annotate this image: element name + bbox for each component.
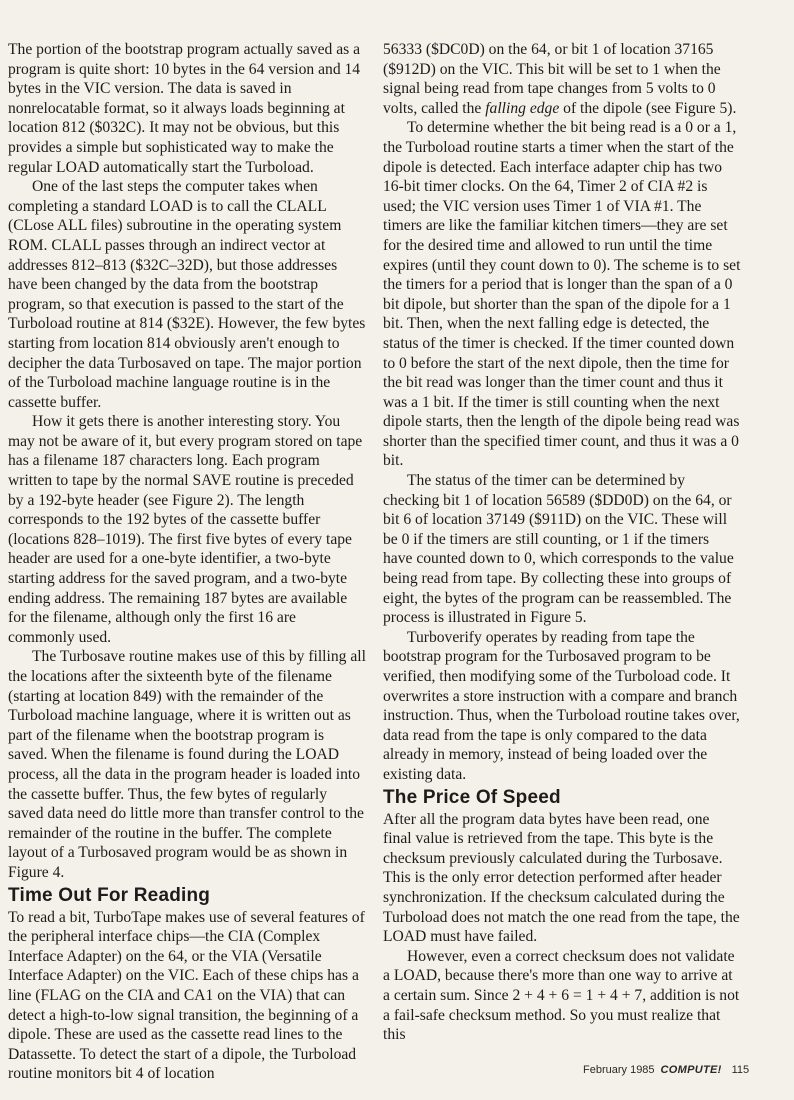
falling-edge-term: falling edge <box>485 99 560 117</box>
left-paragraph-1: The portion of the bootstrap program actually saved as a program is quite short: 10 bytes in the 64 version and 14 bytes in the VIC version. The data is saved in nonrelocatable format, so it always loads beginning at location 812 ($032C). It may not be obvious, but this provides a simple but sophisticated way to make the regular LOAD automatically start the Turboload. <box>8 41 361 176</box>
page-footer <box>583 1064 749 1076</box>
right-paragraph-3: The status of the timer can be determined by checking bit 1 of location 56589 ($DD0D) on the 64, or bit 6 of location 37149 ($911D) on the VIC. These will be 0 if the timers are still counting, or 1 if the timers have counted down to 0, which corresponds to the value being read from tape. By collecting these into groups of eight, the bytes of the program can be reassembled. The process is illustrated in Figure 5. <box>383 472 734 627</box>
right-paragraph-6: However, even a correct checksum does not validate a LOAD, because there's more than one way to arrive at a certain sum. Since 2 + 4 + 6 = 1 + 4 + 7, addition is not a fail-safe checksum method. So you must realize that this <box>383 947 740 1044</box>
right-column <box>383 40 741 1045</box>
left-paragraph-2: One of the last steps the computer takes when completing a standard LOAD is to call the CLALL (CLose ALL files) subroutine in the operating system ROM. CLALL passes through an indirect vector at addresses 812–813 ($32C–32D), but those addresses have been changed by the data from the bootstrap program, so that execution is passed to the start of the Turboload routine at 814 ($32E). However, the few bytes starting from location 814 obviously aren't enough to decipher the data Turbosaved on tape. The major portion of the Turboload machine language routine is in the cassette buffer. <box>8 178 366 411</box>
left-paragraph-4: The Turbosave routine makes use of this by filling all the locations after the sixteenth byte of the filename (starting at location 849) with the remainder of the Turboload machine language, where it is written out as part of the filename when the bootstrap program is saved. When the filename is found during the LOAD process, all the data in the program header is loaded into the cassette buffer. Thus, the few bytes of regularly saved data need do little more than transfer control to the remainder of the routine in the buffer. The complete layout of a Turbosaved program would be as shown in Figure 4. <box>8 648 366 881</box>
footer-page-number: 115 <box>731 1064 750 1076</box>
right-paragraph-2: To determine whether the bit being read is a 0 or a 1, the Turboload routine starts a timer when the start of the dipole is detected. Each interface adapter chip has two 16-bit timer clocks. On the 64, Timer 2 of CIA #2 is used; the VIC version uses Timer 1 of VIA #1. The timers are like the familiar kitchen timers—they are set for the desired time and allowed to run until the time expires (until they count down to 0). The scheme is to set the timers for a period that is longer than the span of a 0 bit dipole, but shorter than the span of the dipole for a 1 bit. Then, when the next falling edge is detected, the status of the timer is checked. If the timer counted down to 0 before the start of the next dipole, then the time for the bit read was longer than the timer count and thus it was a 1 bit. If the timer is still counting when the next dipole starts, then the length of the dipole being read was shorter than the specified timer count, and thus it was a 0 bit. <box>383 119 741 470</box>
footer-date: February 1985 <box>583 1064 655 1076</box>
right-paragraph-5: After all the program data bytes have been read, one final value is retrieved from the tape. This byte is the checksum previously calculated during the Turbosave. This is the only error detection performed after header synchronization. If the checksum calculated during the Turboload does not match the one read from the tape, the LOAD must have failed. <box>383 810 740 946</box>
section-heading-price-of-speed: The Price Of Speed <box>383 786 561 808</box>
left-column <box>8 40 366 1084</box>
left-paragraph-5: To read a bit, TurboTape makes use of several features of the peripheral interface chips—the CIA (Complex Interface Adapter) on the 64, or the VIA (Versatile Interface Adapter) on the VIC. Each of these chips has a line (FLAG on the CIA and CA1 on the VIA) that can detect a high-to-low signal transition, the beginning of a dipole. These are used as the cassette read lines to the Datassette. To detect the start of a dipole, the Turboload routine monitors bit 4 of location <box>8 908 365 1083</box>
right-paragraph-1-end: of the dipole (see Figure 5). <box>559 99 737 117</box>
section-heading-time-out: Time Out For Reading <box>8 884 211 906</box>
left-paragraph-3: How it gets there is another interesting story. You may not be aware of it, but every program stored on tape has a filename 187 characters long. Each program written to tape by the normal SAVE routine is preceded by a 192-byte header (see Figure 2). The length corresponds to the 192 bytes of the cassette buffer (locations 828–1019). The first five bytes of every tape header are used for a one-byte identifier, a two-byte starting address for the saved program, and a two-byte ending address. The remaining 187 bytes are available for the filename, although only the first 16 are commonly used. <box>8 413 363 646</box>
right-paragraph-1 <box>383 40 741 118</box>
right-paragraph-1-start: 56333 ($DC0D) on the 64, or bit 1 of location 37165 ($912D) on the VIC. This bit will be set to 1 when the signal being read from tape changes from 5 volts to 0 volts, called the <box>383 41 721 117</box>
right-paragraph-4: Turboverify operates by reading from tape the bootstrap program for the Turbosaved program to be verified, then modifying some of the Turboload code. It overwrites a store instruction with a compare and branch instruction. Thus, when the Turboload routine takes over, data read from the tape is only compared to the data already in memory, instead of being loaded over the existing data. <box>383 628 740 783</box>
footer-magazine: COMPUTE! <box>660 1064 722 1076</box>
